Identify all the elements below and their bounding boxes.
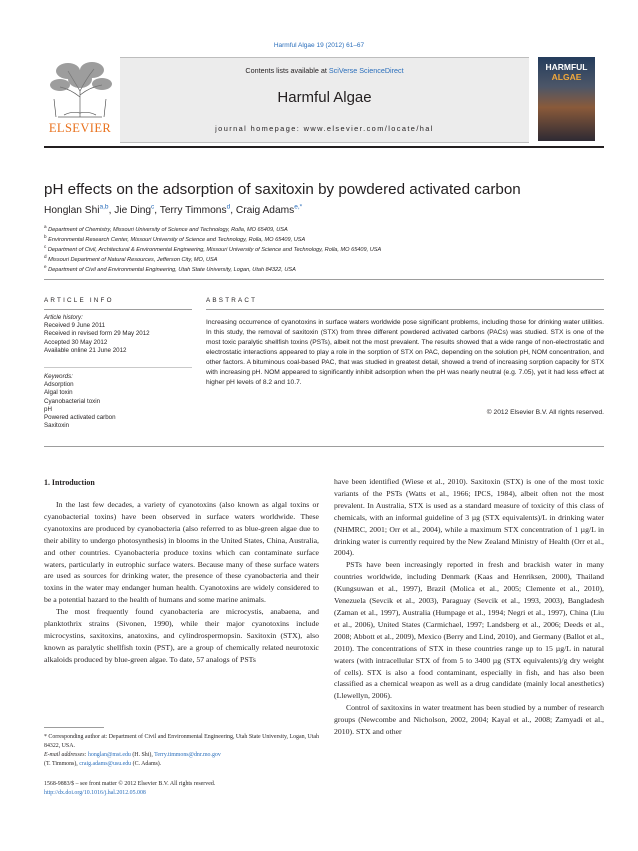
author-name: Terry Timmons bbox=[159, 205, 227, 217]
body-paragraph: PSTs have been increasingly reported in fresh and brackish water in many countries worldwide, including Denmark (Kaas and Henriksen, 2000), Thailand (Kungsuwan et al., 1997), Brazil (Molica et al., 2005; Clemente et al., 2010), Venezuela (Sevcik et al., 2003), Paraguay (Sevcik et al., 1993, 2003), Bangladesh (Zaman et al., 1997), Australia (Humpage et al., 1994; Negri et al., 1997), China (Liu et al., 2006), United States (Carmichael, 1997; Landsberg et al., 2006; Deeds et al., 2008; Abbott et al., 2009), Mexico (Berry and Lind, 2010), and Germany (Ballot et al., 2010). The concentrations of STX in these countries range up to 15 µg/L in natural waters (with intracellular STX of from 5 to 3400 µg (STX equivalents)/g dry weight of cells). STX is also a food contaminant, especially in fish, and has also been classified as a chemical weapon as well as a drug candidate (mainly local anesthetics) (Llewellyn, 2006). bbox=[334, 560, 604, 701]
history-item: Received 9 June 2011 bbox=[44, 322, 106, 330]
article-title: pH effects on the adsorption of saxitoxin by powdered activated carbon bbox=[44, 181, 521, 198]
cover-title-line-1: HARMFUL bbox=[545, 62, 588, 72]
journal-homepage[interactable]: journal homepage: www.elsevier.com/locate/hal bbox=[215, 124, 434, 133]
email-label: E-mail addresses: bbox=[44, 752, 87, 758]
author-affiliation-marker[interactable]: e,* bbox=[294, 204, 303, 211]
footnote-line: * Corresponding author at: Department of Civil and Environmental Engineering, Utah State University, Logan, Utah 84322, USA. bbox=[44, 734, 319, 749]
keyword: Powered activated carbon bbox=[44, 414, 116, 422]
cover-title-line-2: ALGAE bbox=[551, 72, 582, 82]
author-affiliation-marker[interactable]: a,b bbox=[99, 204, 109, 211]
affiliation-text: Department of Civil and Environmental Engineering, Utah State University, Logan, Utah 84322, USA bbox=[48, 266, 296, 273]
footnote-emails bbox=[44, 751, 319, 760]
journal-title: Harmful Algae bbox=[277, 89, 372, 106]
publisher-wordmark: ELSEVIER bbox=[48, 121, 112, 135]
email-link[interactable]: craig.adams@usu.edu bbox=[79, 761, 132, 767]
email-owner: (T. Timmons), bbox=[44, 761, 80, 767]
email-owner: (H. Shi), bbox=[130, 752, 155, 758]
affiliation-text: Department of Civil, Architectural & Environmental Engineering, Missouri University of Science and Technology, Rolla, MO 65409, USA bbox=[47, 246, 382, 253]
abstract-heading: ABSTRACT bbox=[206, 297, 258, 304]
history-item: Available online 21 June 2012 bbox=[44, 346, 127, 354]
keyword: Cyanobacterial toxin bbox=[44, 397, 101, 405]
author-separator: , bbox=[154, 205, 160, 217]
affiliation-divider bbox=[44, 279, 604, 280]
email-owner: (C. Adams). bbox=[131, 761, 162, 767]
keyword: pH bbox=[44, 405, 52, 413]
author-separator: , bbox=[108, 205, 115, 217]
abstract-text: Increasing occurrence of cyanotoxins in surface waters worldwide pose significant problems, including those for drinking water utilities. In this study, the removal of saxitoxin (STX) from three different powdered activated carbons (PACs) was studied. STX is one of the most toxic paralytic shellfish toxins (PSTs), albeit not the most prevalent. The results showed that a wide range of non-electrostatic and electrostatic interactions appeared to play a role in the sorption of STX on PAC, depending on the solution pH, NOM concentration, and other factors. A bituminous coal-based PAC, that was studied in greatest detail, showed a trend of increasing sorption capacity for STX with increasing pH. NOM appeared to significantly inhibit adsorption when the pH was nearly neutral (e.g. 7.05), yet it had less effect at higher pH levels of 8.2 and 10.7. bbox=[206, 319, 604, 386]
header-divider bbox=[44, 146, 604, 148]
author-name: Jie Ding bbox=[114, 205, 152, 217]
author bbox=[160, 205, 236, 216]
contents-prefix: Contents lists available at bbox=[245, 66, 329, 75]
history-item: Received in revised form 29 May 2012 bbox=[44, 330, 150, 338]
author-affiliation-marker[interactable]: d bbox=[226, 204, 231, 211]
affiliation-marker: e bbox=[44, 264, 47, 269]
footnote-emails-cont bbox=[44, 760, 319, 769]
keyword: Algal toxin bbox=[44, 389, 73, 397]
affiliation bbox=[44, 262, 604, 275]
keywords bbox=[44, 373, 194, 430]
journal-reference[interactable]: Harmful Algae 19 (2012) 61–67 bbox=[273, 42, 365, 49]
affiliation-text: Department of Chemistry, Missouri University of Science and Technology, Rolla, MO 65409, USA bbox=[48, 226, 288, 233]
body-paragraph: In the last few decades, a variety of cyanotoxins (also known as algal toxins or cyanobacterial toxins) have been observed in surface waters worldwide. These cyanotoxins are produced by cyanobacteria (also referred to as blue-green algae due to their ability to undergo photosynthesis) in blooms in the United States, China, Australia, and other countries. Cyanobacteria produce toxins which can contaminate surface waters, particularly in eutrophic surface waters. Because many of these surface waters are used as sources for drinking water, the presence of these cyanobacteria and their toxins in the water may endanger human health. Cyanotoxins are widely considered to be a potential hazard to the health of humans and some marine animals. bbox=[44, 500, 319, 605]
article-info-divider bbox=[44, 309, 192, 310]
front-matter-divider bbox=[44, 446, 604, 447]
keywords-divider bbox=[44, 367, 192, 368]
author-separator: , bbox=[230, 205, 236, 217]
author bbox=[44, 205, 114, 216]
sciencedirect-link[interactable]: SciVerse ScienceDirect bbox=[328, 66, 404, 75]
contents-line bbox=[120, 66, 529, 75]
abstract-divider bbox=[206, 309, 604, 310]
body-paragraph: have been identified (Wiese et al., 2010). Saxitoxin (STX) is one of the most toxic variants of the PSTs (Watts et al., 1966; IPCS, 1984), albeit often not the most prevalent. In Australia, STX is used as a standard measure of toxicity of this class of chemicals, with an informal guideline of 3 µg (STX equivalents)/L in drinking water (NHMRC, 2001; Orr et al., 2004), while a maximum STX concentration of 1 µg/L in drinking water is currently required by the New Zealand Ministry of Health (Orr et al., 2004). bbox=[334, 477, 604, 558]
abstract-copyright: © 2012 Elsevier B.V. All rights reserved. bbox=[486, 409, 604, 416]
keyword: Adsorption bbox=[44, 381, 74, 389]
affiliation-text: Missouri Department of Natural Resources, Jefferson City, MO, USA bbox=[48, 256, 218, 263]
body-left-column bbox=[44, 499, 319, 666]
keywords-label: Keywords: bbox=[44, 373, 73, 380]
body-paragraph: Control of saxitoxins in water treatment has been studied by a number of research groups (Newcombe and Nicholson, 2002, 2004; Kayal et al., 2008; Zamyadi et al., 2010). STX and other bbox=[334, 703, 604, 737]
history-item: Accepted 30 May 2012 bbox=[44, 338, 108, 346]
footnote-divider bbox=[44, 727, 104, 728]
article-history bbox=[44, 314, 194, 355]
issn-doi bbox=[44, 780, 344, 799]
author bbox=[236, 205, 302, 216]
issn-line: 1568-9883/$ – see front matter © 2012 Elsevier B.V. All rights reserved. bbox=[44, 781, 216, 787]
body-right-column bbox=[334, 476, 604, 738]
corresponding-author-footnote bbox=[44, 733, 319, 769]
email-link[interactable]: honglan@mst.edu bbox=[87, 752, 131, 758]
affiliation-marker: d bbox=[44, 254, 47, 259]
author-affiliation-marker[interactable]: c bbox=[151, 204, 155, 211]
author-name: Craig Adams bbox=[235, 205, 295, 217]
author-name: Honglan Shi bbox=[44, 205, 100, 217]
keyword: Saxitoxin bbox=[44, 422, 70, 430]
section-heading-introduction: 1. Introduction bbox=[44, 478, 95, 487]
email-link[interactable]: Terry.timmons@dnr.mo.gov bbox=[154, 752, 221, 758]
affiliation-marker: a bbox=[44, 224, 47, 229]
author-list bbox=[44, 204, 604, 216]
history-label: Article history: bbox=[44, 314, 83, 321]
affiliation-text: Environmental Research Center, Missouri University of Science and Technology, Rolla, MO 65409, USA bbox=[48, 236, 306, 243]
affiliation-marker: b bbox=[44, 234, 47, 239]
doi-link[interactable]: http://dx.doi.org/10.1016/j.hal.2012.05.008 bbox=[44, 790, 146, 797]
affiliation-marker: c bbox=[44, 244, 47, 249]
body-paragraph: The most frequently found cyanobacteria are microcystis, anabaena, and planktothrix strains (Sivonen, 1990), while their major cyanotoxins include microcystins, saxitoxins, anatoxins, and cylindrospermopsin. Saxitoxin (STX), also known as paralytic shellfish toxin (PST), are a group of chemically related neurotoxic alkaloids produced by blue-green algae. To date, 57 analogs of PSTs bbox=[44, 607, 319, 664]
author bbox=[114, 205, 160, 216]
article-info-heading: ARTICLE INFO bbox=[44, 297, 114, 304]
